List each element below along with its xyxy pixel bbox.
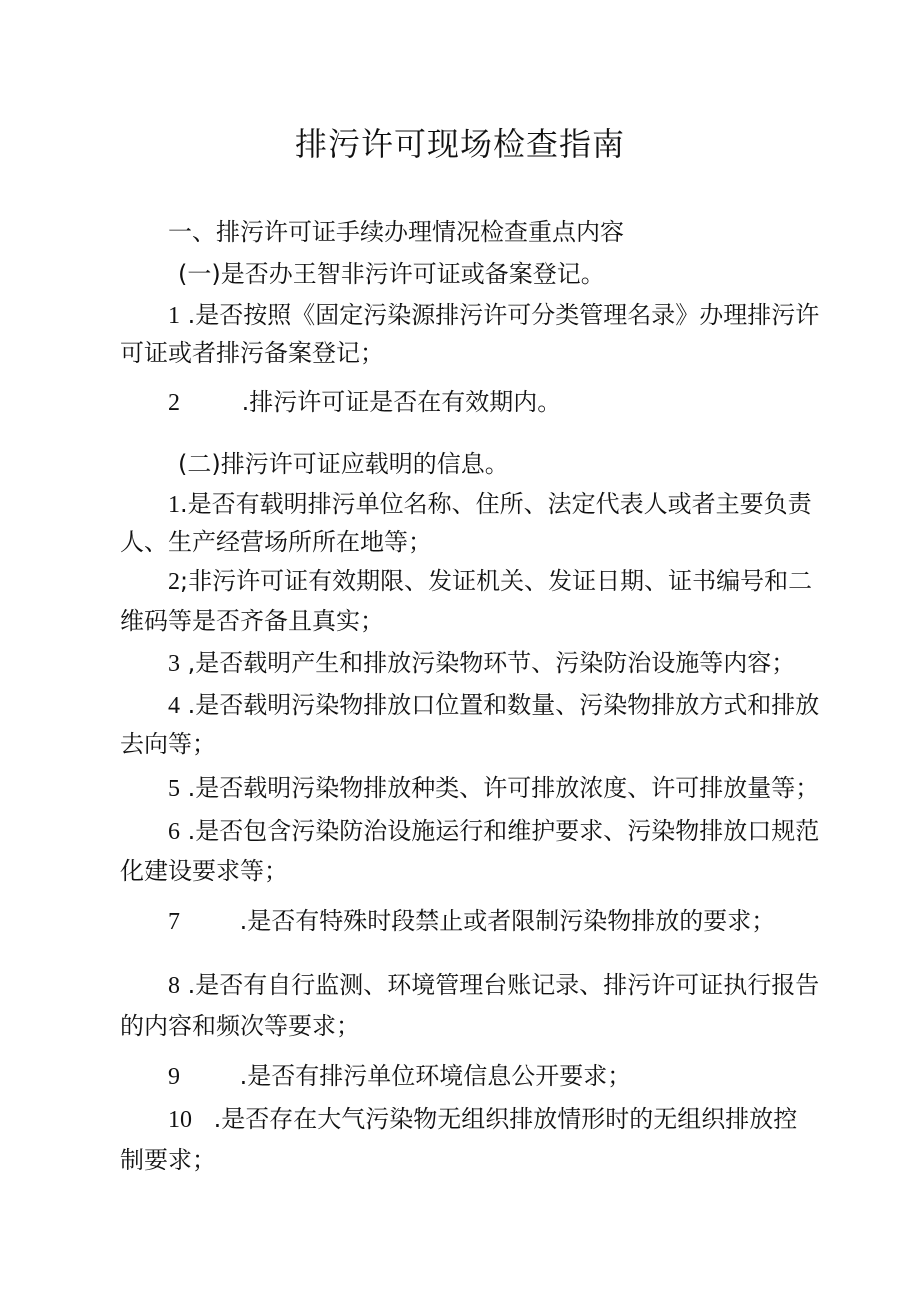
item-text-continuation: 去向等；	[120, 730, 216, 758]
item-text-continuation: 制要求；	[120, 1146, 216, 1174]
item-text: .是否有载明排污单位名称、住所、法定代表人或者主要负责	[180, 490, 812, 518]
item-text: .是否包含污染防治设施运行和维护要求、污染物排放口规范	[187, 817, 820, 845]
item-number: 7	[168, 909, 180, 935]
list-item	[168, 486, 812, 523]
list-item	[168, 687, 819, 724]
item-number: 9	[168, 1064, 180, 1090]
list-item	[168, 645, 795, 682]
list-item	[168, 384, 561, 421]
list-item	[168, 903, 775, 940]
list-item	[168, 967, 819, 1004]
document-title: 排污许可现场检查指南	[294, 125, 625, 163]
item-number: 4	[168, 693, 180, 719]
item-text-continuation: 维码等是否齐备且真实；	[120, 607, 384, 635]
subsection-heading: (一)是否办王智非污许可证或备案登记。	[178, 260, 605, 288]
item-number: 2	[168, 390, 180, 416]
list-item	[168, 813, 819, 850]
item-number: 3	[168, 651, 180, 677]
list-item	[168, 770, 819, 807]
item-text: .是否载明污染物排放种类、许可排放浓度、许可排放量等；	[187, 774, 820, 802]
item-text-continuation: 化建设要求等；	[120, 857, 288, 885]
item-text: ;非污许可证有效期限、发证机关、发证日期、证书编号和二	[180, 567, 813, 595]
section-heading: 一、排污许可证手续办理情况检查重点内容	[168, 218, 624, 246]
list-item	[168, 1058, 631, 1095]
item-number: 10	[168, 1107, 192, 1133]
list-item	[168, 1101, 797, 1138]
item-text: .是否载明污染物排放口位置和数量、污染物排放方式和排放	[187, 691, 820, 719]
item-text: .是否有特殊时段禁止或者限制污染物排放的要求；	[239, 907, 776, 935]
item-text: .是否按照《固定污染源排污许可分类管理名录》办理排污许	[187, 301, 820, 329]
item-text: .排污许可证是否在有效期内。	[241, 388, 562, 416]
item-text-continuation: 可证或者排污备案登记；	[120, 339, 384, 367]
item-number: 2	[168, 569, 180, 595]
subsection-heading: (二)排污许可证应载明的信息。	[178, 450, 509, 478]
item-number: 8	[168, 973, 180, 999]
item-number: 1	[168, 492, 180, 518]
item-text: .是否存在大气污染物无组织排放情形时的无组织排放控	[213, 1105, 798, 1133]
item-number: 6	[168, 819, 180, 845]
list-item	[168, 563, 812, 600]
item-text: ,是否载明产生和排放污染物环节、污染防治设施等内容；	[187, 649, 796, 677]
item-text: .是否有排污单位环境信息公开要求；	[239, 1062, 632, 1090]
item-text: .是否有自行监测、环境管理台账记录、排污许可证执行报告	[187, 971, 820, 999]
item-text-continuation: 的内容和频次等要求；	[120, 1012, 360, 1040]
list-item	[168, 297, 819, 334]
item-number: 1	[168, 303, 180, 329]
item-number: 5	[168, 776, 180, 802]
item-text-continuation: 人、生产经营场所所在地等；	[120, 528, 432, 556]
